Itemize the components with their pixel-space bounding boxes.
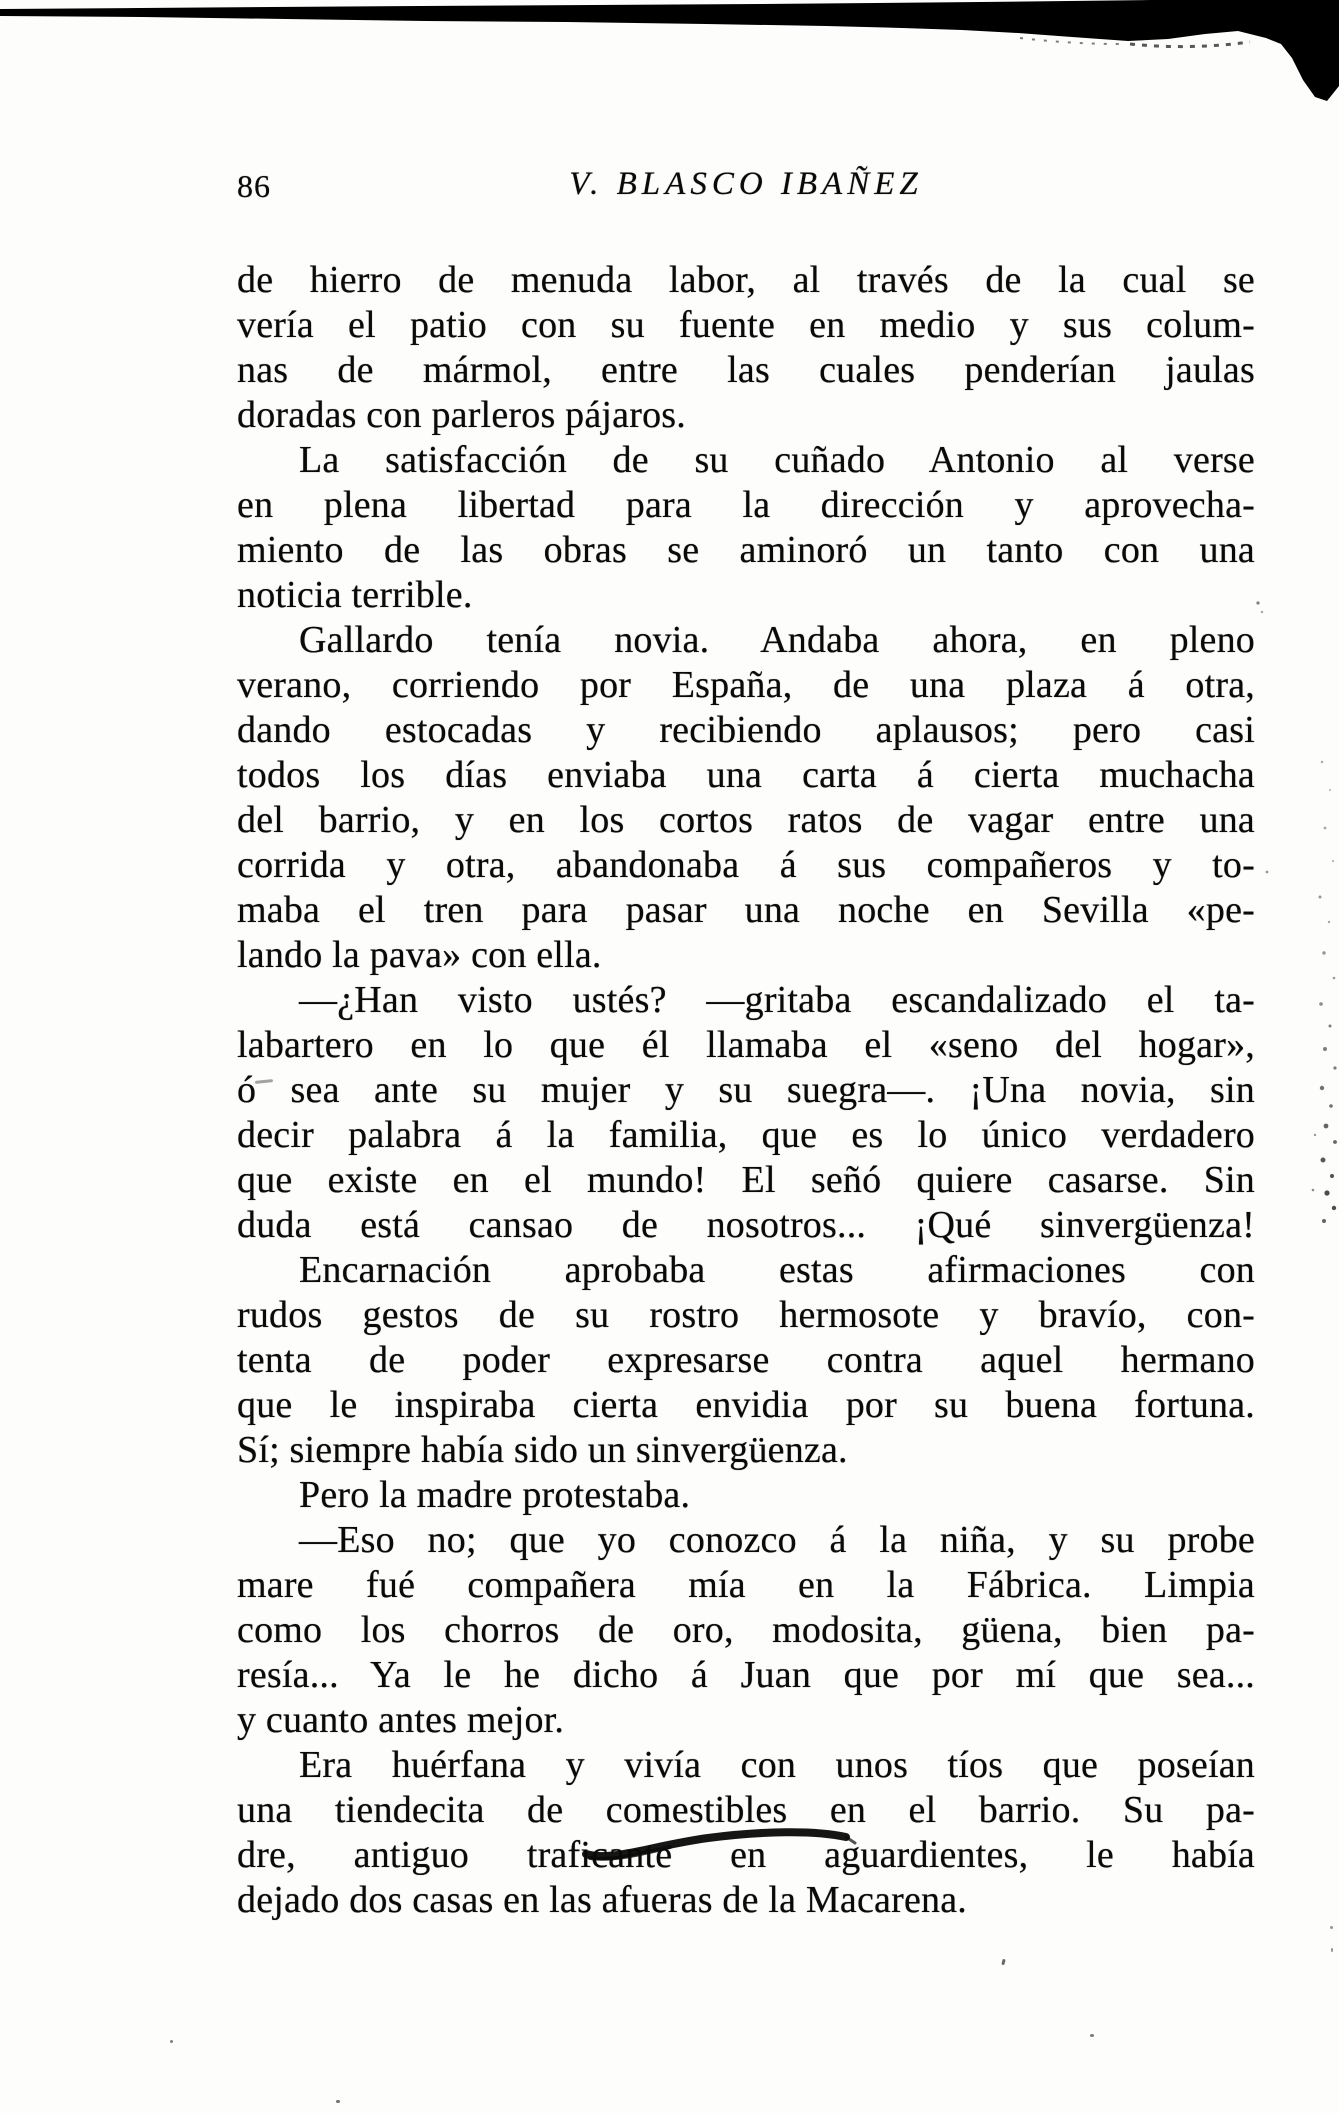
scan-edge-artifact [0,0,1339,130]
text-line: mare fué compañera mía en la Fábrica. Limpia [237,1564,1255,1606]
dust-speck [1330,1926,1333,1929]
text-line: todos los días enviaba una carta á cierta muchacha [237,754,1255,796]
text-line: Pero la madre protestaba. [299,1474,691,1516]
dust-speck [1331,1948,1333,1952]
dust-speck [1001,1959,1005,1966]
text-line: dando estocadas y recibiendo aplausos; pero casi [237,709,1255,751]
page-number: 86 [237,168,271,204]
text-line: Sí; siempre había sido un sinvergüenza. [237,1429,848,1471]
text-line: ó sea ante su mujer y su suegra—. ¡Una novia, sin [237,1069,1255,1111]
text-line: una tiendecita de comestibles en el barrio. Su pa- [237,1789,1255,1831]
text-line: labartero en lo que él llamaba el «seno del hogar», [237,1024,1255,1066]
running-title: V. BLASCO IBAÑEZ [569,166,923,202]
text-line: miento de las obras se aminoró un tanto con una [237,529,1255,571]
text-line: en plena libertad para la dirección y aprovecha- [237,484,1255,526]
text-line: que le inspiraba cierta envidia por su buena fortuna. [237,1384,1255,1426]
page-body [237,258,1255,1923]
text-line: verano, corriendo por España, de una plaza á otra, [237,664,1255,706]
text-line: resía... Ya le he dicho á Juan que por mí que sea... [237,1654,1255,1696]
text-line: como los chorros de oro, modosita, güena, bien pa- [237,1609,1255,1651]
text-line: maba el tren para pasar una noche en Sevilla «pe- [237,889,1255,931]
text-line: corrida y otra, abandonaba á sus compañeros y to- [237,844,1255,886]
text-line: rudos gestos de su rostro hermosote y bravío, con- [237,1294,1255,1336]
dust-speck [336,2100,340,2103]
text-line: y cuanto antes mejor. [237,1699,565,1741]
text-line: del barrio, y en los cortos ratos de vagar entre una [237,799,1255,841]
text-line: dejado dos casas en las afueras de la Macarena. [237,1879,967,1921]
text-line: duda está cansao de nosotros... ¡Qué sinvergüenza! [237,1204,1255,1246]
text-line: doradas con parleros pájaros. [237,394,686,436]
text-line: Encarnación aprobaba estas afirmaciones con [299,1249,1255,1291]
text-line: lando la pava» con ella. [237,934,602,976]
text-line: nas de mármol, entre las cuales penderían jaulas [237,349,1255,391]
text-line: —¿Han visto ustés? —gritaba escandalizado el ta- [299,979,1255,1021]
text-line: decir palabra á la familia, que es lo único verdadero [237,1114,1255,1156]
text-line: tenta de poder expresarse contra aquel hermano [237,1339,1255,1381]
text-line: Era huérfana y vivía con unos tíos que poseían [299,1744,1255,1786]
text-line: Gallardo tenía novia. Andaba ahora, en pleno [299,619,1255,661]
text-line: —Eso no; que yo conozco á la niña, y su probe [299,1519,1255,1561]
text-line: que existe en el mundo! El señó quiere casarse. Sin [237,1159,1255,1201]
page-header [237,166,1255,208]
text-line: dre, antiguo traficante en aguardientes, le había [237,1834,1255,1876]
text-line: vería el patio con su fuente en medio y sus colum- [237,304,1255,346]
dust-speck [170,2040,173,2043]
text-line: noticia terrible. [237,574,473,616]
text-line: de hierro de menuda labor, al través de la cual se [237,259,1255,301]
dust-speck [1090,2034,1094,2037]
text-line: La satisfacción de su cuñado Antonio al verse [299,439,1255,481]
